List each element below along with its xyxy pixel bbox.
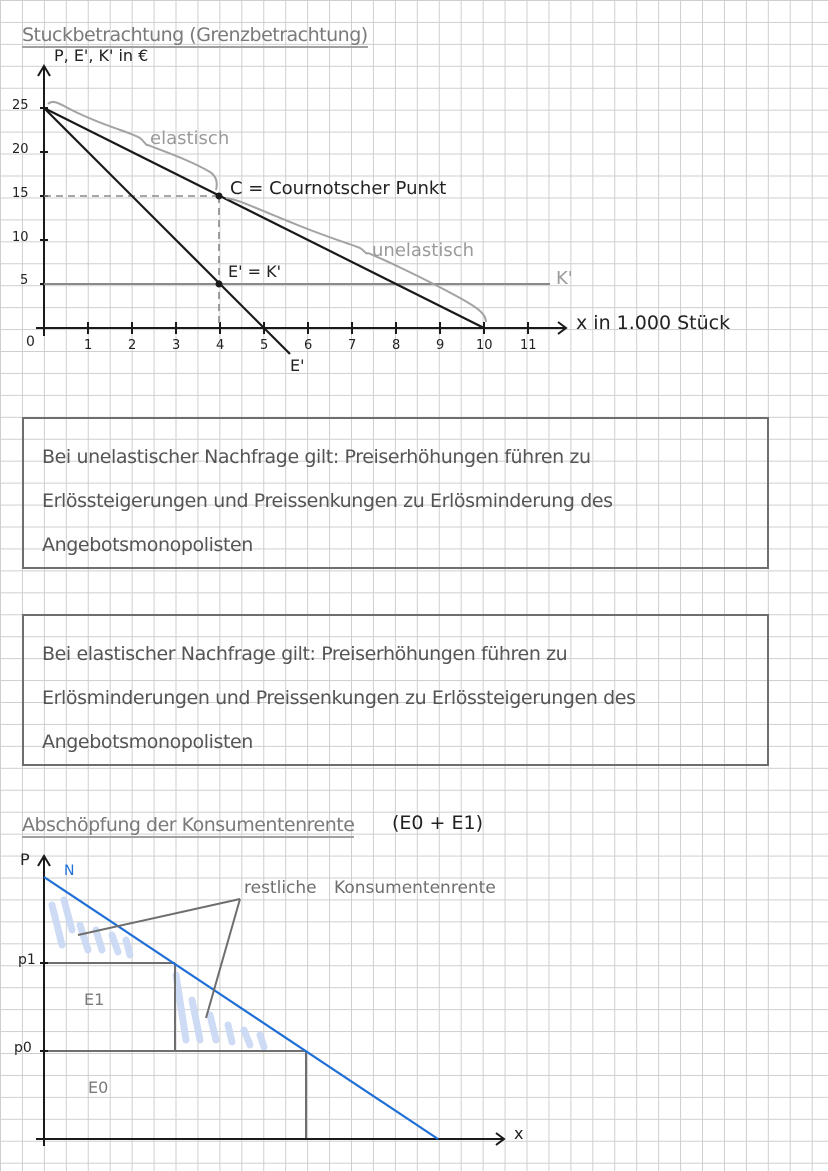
x-axis-label: x in 1.000 Stück — [576, 312, 731, 334]
section2-heading-suffix: (E0 + E1) — [392, 812, 484, 834]
x-tick-9: 9 — [436, 338, 445, 353]
y-tick-20: 20 — [12, 142, 29, 157]
x-tick-11: 11 — [520, 338, 537, 353]
y-tick-25: 25 — [12, 98, 29, 113]
marginal-revenue-label: E' — [290, 356, 305, 375]
inelastic-label: unelastisch — [372, 240, 475, 261]
y-axis-label: P, E', K' in € — [54, 46, 149, 65]
x-tick-1: 1 — [84, 338, 93, 353]
note-inelastic-line-2: Erlössteigerungen und Preissenkungen zu Erlösminderung des — [42, 490, 613, 512]
note-elastic-line-1: Bei elastischer Nachfrage gilt: Preiserhöhungen führen zu — [42, 643, 568, 665]
section2-heading: Abschöpfung der Konsumentenrente — [22, 814, 355, 836]
x-tick-10: 10 — [476, 338, 493, 353]
x-tick-7: 7 — [348, 338, 357, 353]
note-inelastic-line-3: Angebotsmonopolisten — [42, 534, 253, 556]
x-tick-5: 5 — [260, 338, 269, 353]
note-elastic-line-2: Erlösminderungen und Preissenkungen zu Erlössteigerungen des — [42, 687, 636, 709]
p0-label: p0 — [14, 1040, 32, 1056]
y-tick-10: 10 — [12, 230, 29, 245]
e1-label: E1 — [84, 990, 105, 1009]
pointer-line-2 — [206, 899, 240, 1018]
x-tick-6: 6 — [304, 338, 313, 353]
y-tick-15: 15 — [12, 186, 29, 201]
remaining-surplus-label: restliche Konsumentenrente — [244, 878, 496, 898]
x-tick-3: 3 — [172, 338, 181, 353]
p-axis-label: P — [20, 850, 30, 869]
note-inelastic-line-1: Bei unelastischer Nachfrage gilt: Preiserhöhungen führen zu — [42, 446, 591, 468]
intersection-label: E' = K' — [228, 262, 281, 281]
demand-label: N — [64, 863, 75, 879]
x-axis-2-label: x — [514, 1124, 524, 1143]
x-tick-2: 2 — [128, 338, 137, 353]
e0-label: E0 — [88, 1078, 109, 1097]
p1-label: p1 — [18, 952, 36, 968]
elastic-label: elastisch — [150, 128, 230, 149]
origin-label: 0 — [26, 334, 35, 350]
note-elastic-line-3: Angebotsmonopolisten — [42, 731, 253, 753]
x-tick-4: 4 — [216, 338, 225, 353]
x-tick-8: 8 — [392, 338, 401, 353]
section1-heading: Stuckbetrachtung (Grenzbetrachtung) — [22, 24, 368, 46]
y-tick-5: 5 — [20, 273, 29, 288]
cournot-label: C = Cournotscher Punkt — [230, 178, 447, 199]
marginal-cost-label: K' — [556, 268, 573, 289]
